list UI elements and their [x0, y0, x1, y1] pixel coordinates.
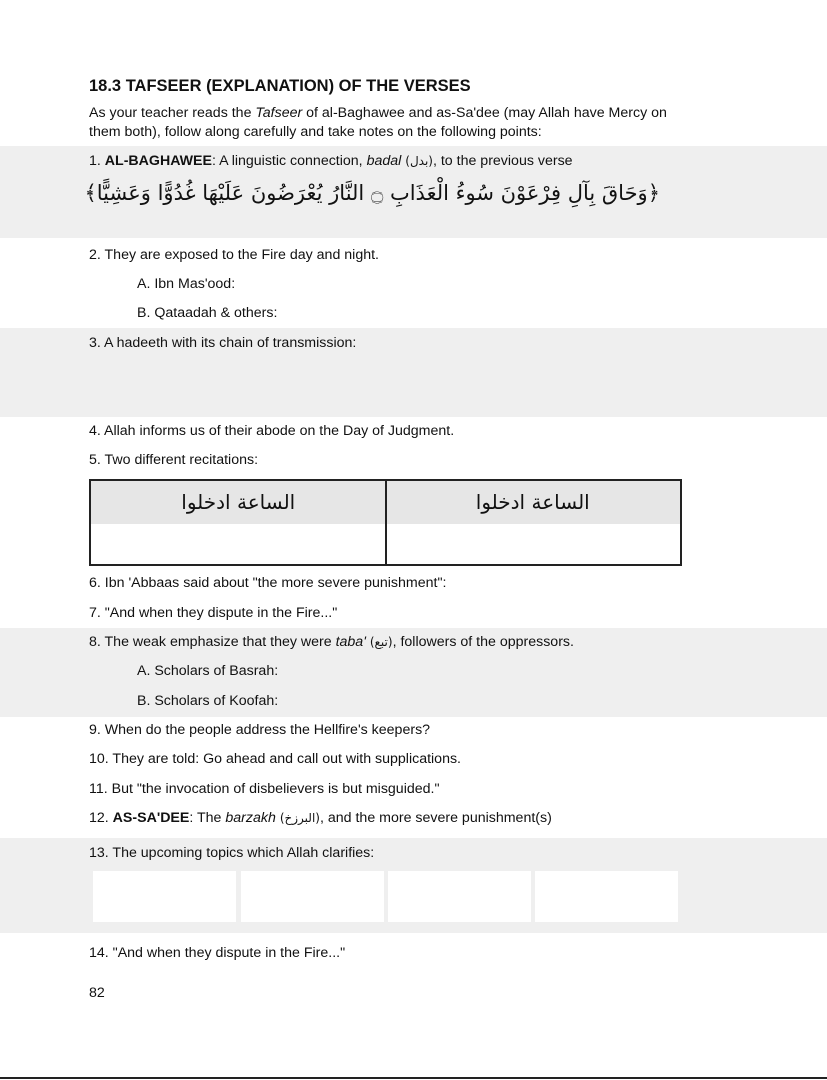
intro-line-2: them both), follow along carefully and take notes on the following points:	[89, 124, 542, 140]
section-title: 18.3 TAFSEER (EXPLANATION) OF THE VERSES	[89, 77, 471, 95]
item-8a: A. Scholars of Basrah:	[137, 663, 279, 679]
item-5: 5. Two different recitations:	[89, 452, 259, 468]
footer-rule	[0, 1077, 827, 1079]
item-2: 2. They are exposed to the Fire day and night.	[89, 247, 379, 263]
topic-box-3[interactable]	[388, 871, 531, 922]
item-14: 14. "And when they dispute in the Fire..."	[89, 945, 346, 961]
recitation-left-answer[interactable]	[91, 524, 386, 564]
item-8: 8. The weak emphasize that they were taba' (تبع), followers of the oppressors.	[89, 634, 574, 650]
item-6: 6. Ibn 'Abbaas said about "the more severe punishment":	[89, 575, 447, 591]
item-12: 12. AS-SA'DEE: The barzakh (البرزخ), and the more severe punishment(s)	[89, 810, 552, 826]
item-2b: B. Qataadah & others:	[137, 305, 278, 321]
topic-box-1[interactable]	[93, 871, 236, 922]
item-8b: B. Scholars of Koofah:	[137, 693, 279, 709]
item-11: 11. But "the invocation of disbelievers is but misguided."	[89, 781, 440, 797]
item-2a: A. Ibn Mas'ood:	[137, 276, 236, 292]
topic-box-4[interactable]	[535, 871, 678, 922]
intro-line-1: As your teacher reads the Tafseer of al-Baghawee and as-Sa'dee (may Allah have Mercy on	[89, 105, 667, 121]
item-10: 10. They are told: Go ahead and call out with supplications.	[89, 751, 461, 767]
page-number: 82	[89, 985, 105, 1001]
recitations-table	[89, 479, 682, 566]
recitation-right-answer[interactable]	[386, 524, 681, 564]
recitation-left-header: الساعة ادخلوا	[91, 481, 386, 524]
topic-box-2[interactable]	[241, 871, 384, 922]
item-7: 7. "And when they dispute in the Fire..."	[89, 605, 338, 621]
item-4: 4. Allah informs us of their abode on the Day of Judgment.	[89, 423, 455, 439]
quran-verse: ﴿وَحَاقَ بِآلِ فِرْعَوْنَ سُوءُ الْعَذَابِ ۝ النَّارُ يُعْرَضُونَ عَلَيْهَا غُدُوًّا وَعَشِيًّا﴾	[84, 181, 660, 205]
table-divider	[385, 481, 387, 564]
item-3: 3. A hadeeth with its chain of transmission:	[89, 335, 357, 351]
item-9: 9. When do the people address the Hellfire's keepers?	[89, 722, 431, 738]
item-1: 1. AL-BAGHAWEE: A linguistic connection, badal (بدل), to the previous verse	[89, 153, 573, 169]
recitation-right-header: الساعة ادخلوا	[386, 481, 681, 524]
item-13: 13. The upcoming topics which Allah clarifies:	[89, 845, 375, 861]
